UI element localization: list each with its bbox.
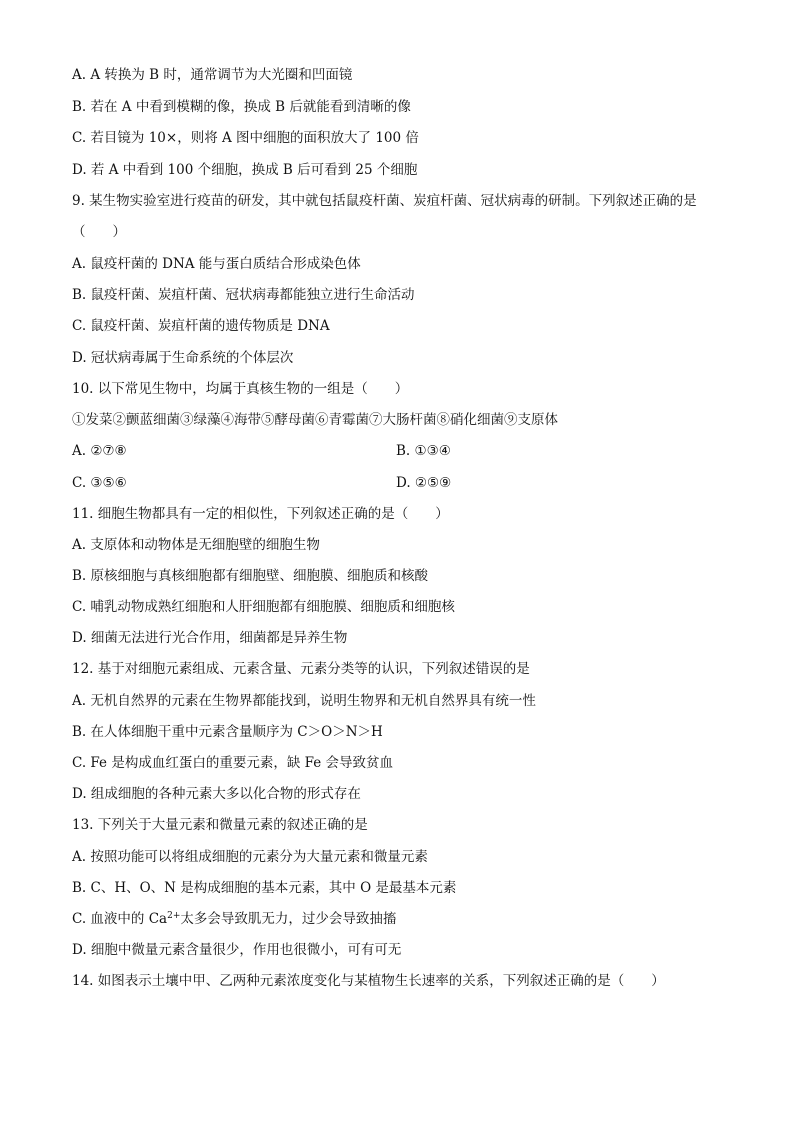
q13-option-c-text-rest: 太多会导致肌无力，过少会导致抽搐 <box>180 911 397 927</box>
q13-option-c[interactable] <box>72 910 396 928</box>
q12-stem: 12. 基于对细胞元素组成、元素含量、元素分类等的认识，下列叙述错误的是 <box>72 661 530 677</box>
q13-option-c-text: C. 血液中的 Ca <box>72 911 168 927</box>
q10-option-c[interactable]: C. ③⑤⑥ <box>72 475 127 491</box>
q11-option-d[interactable]: D. 细菌无法进行光合作用，细菌都是异养生物 <box>72 630 348 646</box>
q10-option-d[interactable]: D. ②⑤⑨ <box>396 475 452 491</box>
q9-option-b[interactable]: B. 鼠疫杆菌、炭疽杆菌、冠状病毒都能独立进行生命活动 <box>72 287 415 303</box>
q8-option-c[interactable]: C. 若目镜为 10×，则将 A 图中细胞的面积放大了 100 倍 <box>72 130 419 146</box>
q10-option-b[interactable]: B. ①③④ <box>396 443 451 459</box>
q9-stem: 9. 某生物实验室进行疫苗的研发，其中就包括鼠疫杆菌、炭疽杆菌、冠状病毒的研制。下列叙述正确的是 <box>72 193 697 209</box>
q8-option-a[interactable]: A. A 转换为 B 时，通常调节为大光圈和凹面镜 <box>72 67 353 83</box>
q11-option-c[interactable]: C. 哺乳动物成熟红细胞和人肝细胞都有细胞膜、细胞质和细胞核 <box>72 599 455 615</box>
q11-option-b[interactable]: B. 原核细胞与真核细胞都有细胞壁、细胞膜、细胞质和核酸 <box>72 568 429 584</box>
q9-option-c[interactable]: C. 鼠疫杆菌、炭疽杆菌的遗传物质是 DNA <box>72 318 330 334</box>
q10-stem: 10. 以下常见生物中，均属于真核生物的一组是（ ） <box>72 381 409 397</box>
q9-option-a[interactable]: A. 鼠疫杆菌的 DNA 能与蛋白质结合形成染色体 <box>72 256 361 272</box>
q9-answer-blank: （ ） <box>72 224 126 240</box>
q14-stem: 14. 如图表示土壤中甲、乙两种元素浓度变化与某植物生长速率的关系，下列叙述正确的是（ ） <box>72 973 665 989</box>
q13-stem: 13. 下列关于大量元素和微量元素的叙述正确的是 <box>72 817 368 833</box>
q10-organism-list: ①发菜②颤蓝细菌③绿藻④海带⑤酵母菌⑥青霉菌⑦大肠杆菌⑧硝化细菌⑨支原体 <box>72 412 558 428</box>
q12-option-d[interactable]: D. 组成细胞的各种元素大多以化合物的形式存在 <box>72 786 361 802</box>
q11-option-a[interactable]: A. 支原体和动物体是无细胞壁的细胞生物 <box>72 537 320 553</box>
q12-option-b[interactable]: B. 在人体细胞干重中元素含量顺序为 C＞O＞N＞H <box>72 724 383 740</box>
q10-option-a[interactable]: A. ②⑦⑧ <box>72 443 127 459</box>
q8-option-d[interactable]: D. 若 A 中看到 100 个细胞，换成 B 后可看到 25 个细胞 <box>72 162 418 178</box>
q12-option-c[interactable]: C. Fe 是构成血红蛋白的重要元素，缺 Fe 会导致贫血 <box>72 755 394 771</box>
q13-option-b[interactable]: B. C、H、O、N 是构成细胞的基本元素，其中 O 是最基本元素 <box>72 880 457 896</box>
q9-option-d[interactable]: D. 冠状病毒属于生命系统的个体层次 <box>72 350 294 366</box>
q13-option-a[interactable]: A. 按照功能可以将组成细胞的元素分为大量元素和微量元素 <box>72 849 428 865</box>
q8-option-b[interactable]: B. 若在 A 中看到模糊的像，换成 B 后就能看到清晰的像 <box>72 99 411 115</box>
q13-option-d[interactable]: D. 细胞中微量元素含量很少，作用也很微小，可有可无 <box>72 942 402 958</box>
calcium-ion-charge: 2+ <box>167 911 181 921</box>
q12-option-a[interactable]: A. 无机自然界的元素在生物界都能找到，说明生物界和无机自然界具有统一性 <box>72 693 536 709</box>
q11-stem: 11. 细胞生物都具有一定的相似性，下列叙述正确的是（ ） <box>72 506 449 522</box>
